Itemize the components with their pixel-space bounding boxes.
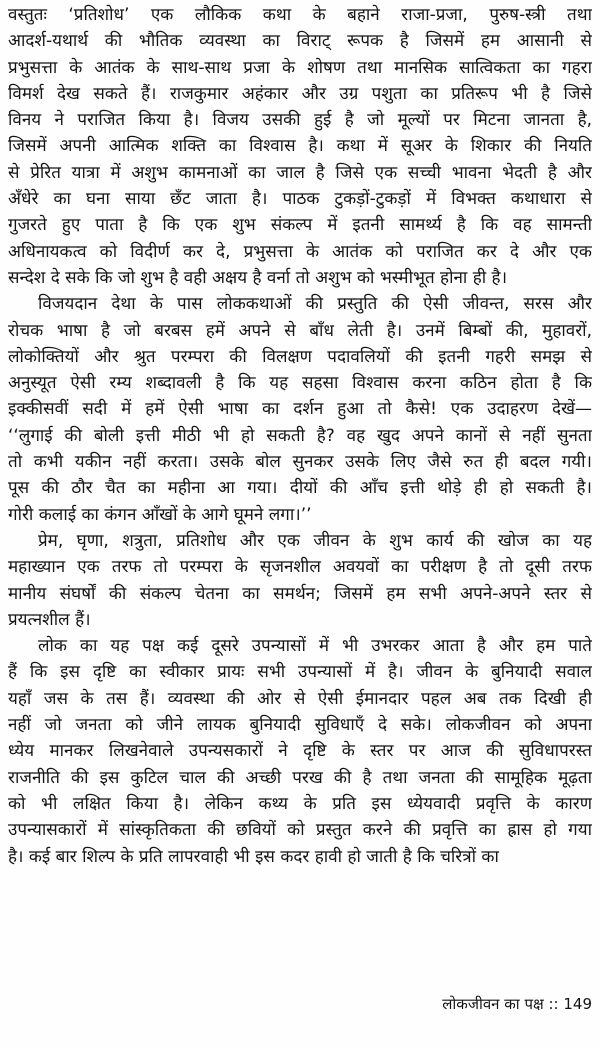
text-line: ‘‘लुगाई की बोली इत्ती मीठी भी हो सकती है? वह खुद अपने कानों से नहीं सुनता (8, 425, 592, 446)
text-line: को भी लक्षित किया है। लेकिन कथ्य के प्रति इस ध्येयवादी प्रवृत्ति के कारण (8, 793, 592, 814)
paragraph (8, 2, 592, 291)
paragraph (8, 633, 592, 870)
text-line: अधिनायकत्व को विदीर्ण कर दे, प्रभुसत्ता के आतंक को पराजित कर दे और एक (8, 241, 592, 262)
text-line: विमर्श देख सकते हैं। राजकुमार अहंकार और उग्र पशुता का प्रतिरूप भी है जिसे (8, 83, 592, 104)
text-line: गुजरते हुए पाता है कि एक शुभ संकल्प में इतनी सामर्थ्य है कि वह सामन्ती (8, 215, 592, 236)
text-line: अँधेरे का घना साया छँट जाता है। पाठक टुकड़ों-टुकड़ों में विभक्त कथाधारा से (8, 189, 592, 210)
text-line: राजनीति की इस कुटिल चाल की अच्छी परख की है तथा जनता की सामूहिक मूढ़ता (8, 767, 592, 788)
text-line: प्रभुसत्ता के आतंक के साथ-साथ प्रजा के शोषण तथा मानसिक सात्विकता का गहरा (8, 57, 592, 78)
text-line: यहाँ जस के तस हैं। व्यवस्था की ओर से ऐसी ईमानदार पहल अब तक दिखी ही (8, 688, 592, 709)
text-line: तो कभी यकीन नहीं करता। उसके बोल सुनकर उसके लिए जैसे रुत ही बदल गयी। (8, 452, 592, 473)
text-line: महाख्यान एक तरफ तो परम्परा के सृजनशील अवयवों का परीक्षण है तो दूसी तरफ (8, 557, 592, 578)
text-line: विजयदान देथा के पास लोककथाओं की प्रस्तुति की ऐसी जीवन्त, सरस और (38, 294, 592, 315)
text-line: है। कई बार शिल्प के प्रति लापरवाही भी इस कदर हावी हो जाती है कि चरित्रों का (8, 846, 499, 867)
text-line: मानीय संघर्षों की संकल्प चेतना का समर्थन; जिसमें हम सभी अपने-अपने स्तर से (8, 583, 592, 604)
paragraph (8, 291, 592, 528)
text-line: नहीं जो जनता को जीने लायक बुनियादी सुविधाएँ दे सके। लोकजीवन को अपना (8, 715, 592, 736)
text-line: पूस की ठौर चैत का महीना आ गया। दीयों की आँच इत्ती थोड़े ही हो सकती है। (8, 478, 592, 499)
text-line: लोकोक्तियों और श्रुत परम्परा की विलक्षण पदावलियों की इतनी गहरी समझ से (8, 346, 592, 367)
text-line: उपन्यासकारों में सांस्कृतिकता की छवियों को प्रस्तुत करने की प्रवृत्ति का ह्रास हो गया (8, 820, 592, 841)
text-line: आदर्श-यथार्थ की भौतिक व्यवस्था का विराट् रूपक है जिसमें हम आसानी से (8, 31, 592, 52)
text-line: रोचक भाषा है जो बरबस हमें अपने से बाँध लेती है। उनमें बिम्बों की, मुहावरों, (8, 320, 592, 341)
text-line: विनय ने पराजित किया है। विजय उसकी हुई है जो मूल्यों पर मिटना जानता है, (8, 110, 592, 131)
text-line: ध्येय मानकर लिखनेवाले उपन्यसकारों ने दृष्टि के स्तर पर आज की सुविधापरस्त (8, 741, 592, 762)
text-line: सन्देश दे सके कि जो शुभ है वही अक्षय है वर्ना तो अशुभ को भस्मीभूत होना ही है। (8, 267, 508, 288)
text-line: गोरी कलाई का कंगन आँखों के आगे घूमने लगा।’’ (8, 504, 312, 525)
text-line: अनुस्यूत ऐसी रम्य शब्दावली है कि यह सहसा विश्वास करना कठिन होता है कि (8, 373, 592, 394)
text-line: से प्रेरित यात्रा में अशुभ कामनाओं का जाल है जिसे एक सच्ची भावना भेदती है और (8, 162, 592, 183)
body-text (8, 2, 592, 870)
text-line: हैं कि इस दृष्टि का स्वीकार प्रायः सभी उपन्यासों में है। जीवन के बुनियादी सवाल (8, 662, 592, 683)
running-footer: लोकजीवन का पक्ष :: 149 (442, 995, 592, 1013)
text-line: लोक का यह पक्ष कई दूसरे उपन्यासों में भी उभरकर आता है और हम पाते (38, 636, 592, 657)
text-line: इक्कीसवीं सदी में हमें ऐसी भाषा का दर्शन हुआ तो कैसे! एक उदाहरण देखें— (8, 399, 592, 420)
text-line: वस्तुतः ‘प्रतिशोध’ एक लौकिक कथा के बहाने राजा-प्रजा, पुरुष-स्त्री तथा (8, 5, 592, 25)
paragraph (8, 528, 592, 633)
text-line: जिसमें अपनी आत्मिक शक्ति का विश्वास है। कथा में सूअर के शिकार की नियति (8, 136, 592, 157)
text-line: प्रेम, घृणा, शत्रुता, प्रतिशोध और एक जीवन के शुभ कार्य की खोज का यह (38, 530, 592, 551)
text-line: प्रयत्नशील हैं। (8, 609, 91, 630)
